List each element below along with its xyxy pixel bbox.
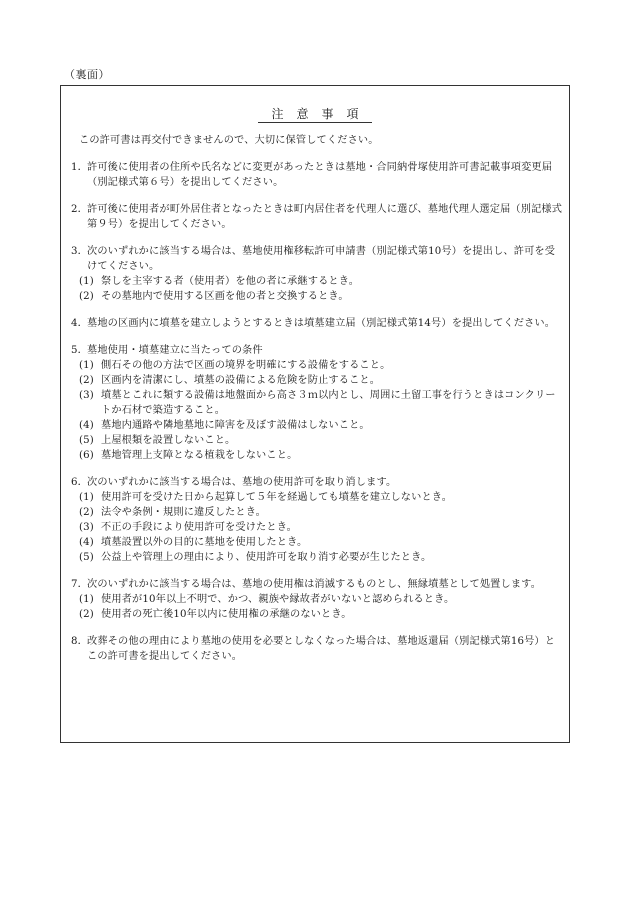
sub-item xyxy=(71,418,563,433)
sub-item-list xyxy=(71,592,563,622)
sub-item-number: (4) xyxy=(79,420,94,431)
sub-item-number: (1) xyxy=(79,276,94,287)
sub-item-text: 祭しを主宰する者（使用者）を他の者に承継するとき。 xyxy=(101,276,360,287)
notice-content xyxy=(71,133,563,676)
sub-item-number: (5) xyxy=(79,435,94,446)
sub-item-list xyxy=(71,274,563,304)
sub-item-text: 側石その他の方法で区画の境界を明確にする設備をすること。 xyxy=(101,360,391,371)
sub-item xyxy=(71,373,563,388)
section-text: 改葬その他の理由により墓地の使用を必要としなくなった場合は、墓地返還届（別記様式第16号）とこの許可書を提出してください。 xyxy=(87,636,556,662)
sub-item-list xyxy=(71,490,563,565)
section-number: 3． xyxy=(71,246,88,257)
sub-item-number: (2) xyxy=(79,609,94,620)
sub-item-list xyxy=(71,358,563,463)
section-text: 許可後に使用者の住所や氏名などに変更があったときは墓地・合同納骨塚使用許可書記載事項変更届（別記様式第６号）を提出してください。 xyxy=(87,162,553,188)
sub-item-number: (2) xyxy=(79,375,94,386)
section-line xyxy=(71,577,563,592)
intro-text: この許可書は再交付できませんので、大切に保管してください。 xyxy=(79,135,379,146)
notice-section-8 xyxy=(71,634,563,664)
sub-item-text: 使用者の死亡後10年以内に使用権の承継のないとき。 xyxy=(101,609,352,620)
sub-item-number: (3) xyxy=(79,390,94,401)
section-number: 7． xyxy=(71,579,88,590)
notice-section-1 xyxy=(71,160,563,190)
section-text: 次のいずれかに該当する場合は、墓地使用権移転許可申請書（別記様式第10号）を提出し、許可を受けてください。 xyxy=(87,246,556,272)
notice-title xyxy=(61,103,569,122)
notice-section-2 xyxy=(71,202,563,232)
section-number: 8． xyxy=(71,636,88,647)
notice-section-3 xyxy=(71,244,563,304)
sub-item xyxy=(71,388,563,418)
sub-item-text: 墳墓とこれに類する設備は地盤面から高さ３ｍ以内とし、周囲に土留工事を行うときはコンクリートか石材で築造すること。 xyxy=(101,390,556,416)
sub-item-number: (1) xyxy=(79,360,94,371)
notice-section-4 xyxy=(71,316,563,331)
sub-item xyxy=(71,520,563,535)
sub-item-number: (4) xyxy=(79,537,94,548)
sub-item-text: 上屋根類を設置しないこと。 xyxy=(101,435,236,446)
reverse-side-label: （裏面） xyxy=(64,68,110,81)
section-line xyxy=(71,634,563,664)
sub-item xyxy=(71,535,563,550)
section-number: 1． xyxy=(71,162,88,173)
section-number: 6． xyxy=(71,477,88,488)
sub-item-text: 使用者が10年以上不明で、かつ、親族や縁故者がいないと認められるとき。 xyxy=(101,594,455,605)
sub-item-text: 墓地管理上支障となる植栽をしないこと。 xyxy=(101,450,298,461)
sub-item-text: 不正の手段により使用許可を受けたとき。 xyxy=(101,522,298,533)
sub-item-text: 使用許可を受けた日から起算して５年を経過しても墳墓を建立しないとき。 xyxy=(101,492,453,503)
sub-item-text: 法令や条例・規則に違反したとき。 xyxy=(101,507,266,518)
sub-item-text: その墓地内で使用する区画を他の者と交換するとき。 xyxy=(101,291,349,302)
sub-item-text: 墳墓設置以外の目的に墓地を使用したとき。 xyxy=(101,537,308,548)
section-number: 2． xyxy=(71,204,88,215)
sub-item-number: (6) xyxy=(79,450,94,461)
notice-section-7 xyxy=(71,577,563,622)
sub-item-text: 区画内を清潔にし、墳墓の設備による危険を防止すること。 xyxy=(101,375,381,386)
section-text: 墓地使用・墳墓建立に当たっての条件 xyxy=(87,345,263,356)
section-text: 墓地の区画内に墳墓を建立しようとするときは墳墓建立届（別記様式第14号）を提出してください。 xyxy=(87,318,556,329)
sub-item xyxy=(71,274,563,289)
notice-box xyxy=(60,85,570,743)
sub-item-number: (2) xyxy=(79,507,94,518)
section-line xyxy=(71,202,563,232)
section-text: 次のいずれかに該当する場合は、墓地の使用権は消滅するものとし、無縁墳墓として処置します。 xyxy=(87,579,542,590)
section-line xyxy=(71,316,563,331)
sub-item xyxy=(71,592,563,607)
sub-item-number: (1) xyxy=(79,492,94,503)
section-text: 次のいずれかに該当する場合は、墓地の使用許可を取り消します。 xyxy=(87,477,397,488)
sub-item xyxy=(71,505,563,520)
sub-item-number: (5) xyxy=(79,552,94,563)
section-number: 5． xyxy=(71,345,88,356)
sub-item xyxy=(71,289,563,304)
sub-item xyxy=(71,433,563,448)
sub-item-number: (1) xyxy=(79,594,94,605)
section-line xyxy=(71,475,563,490)
notice-title-text: 注意事項 xyxy=(258,107,371,123)
section-line xyxy=(71,244,563,274)
section-text: 許可後に使用者が町外居住者となったときは町内居住者を代理人に選び、墓地代理人選定届（別記様式第９号）を提出してください。 xyxy=(87,204,563,230)
sub-item xyxy=(71,448,563,463)
notice-section-6 xyxy=(71,475,563,565)
sub-item xyxy=(71,490,563,505)
sub-item-number: (3) xyxy=(79,522,94,533)
section-line xyxy=(71,160,563,190)
sub-item-text: 墓地内通路や隣地墓地に障害を及ぼす設備はしないこと。 xyxy=(101,420,370,431)
sub-item xyxy=(71,607,563,622)
section-line xyxy=(71,343,563,358)
sub-item-text: 公益上や管理上の理由により、使用許可を取り消す必要が生じたとき。 xyxy=(101,552,432,563)
sub-item-number: (2) xyxy=(79,291,94,302)
notice-section-5 xyxy=(71,343,563,463)
sub-item xyxy=(71,550,563,565)
sub-item xyxy=(71,358,563,373)
section-number: 4． xyxy=(71,318,88,329)
